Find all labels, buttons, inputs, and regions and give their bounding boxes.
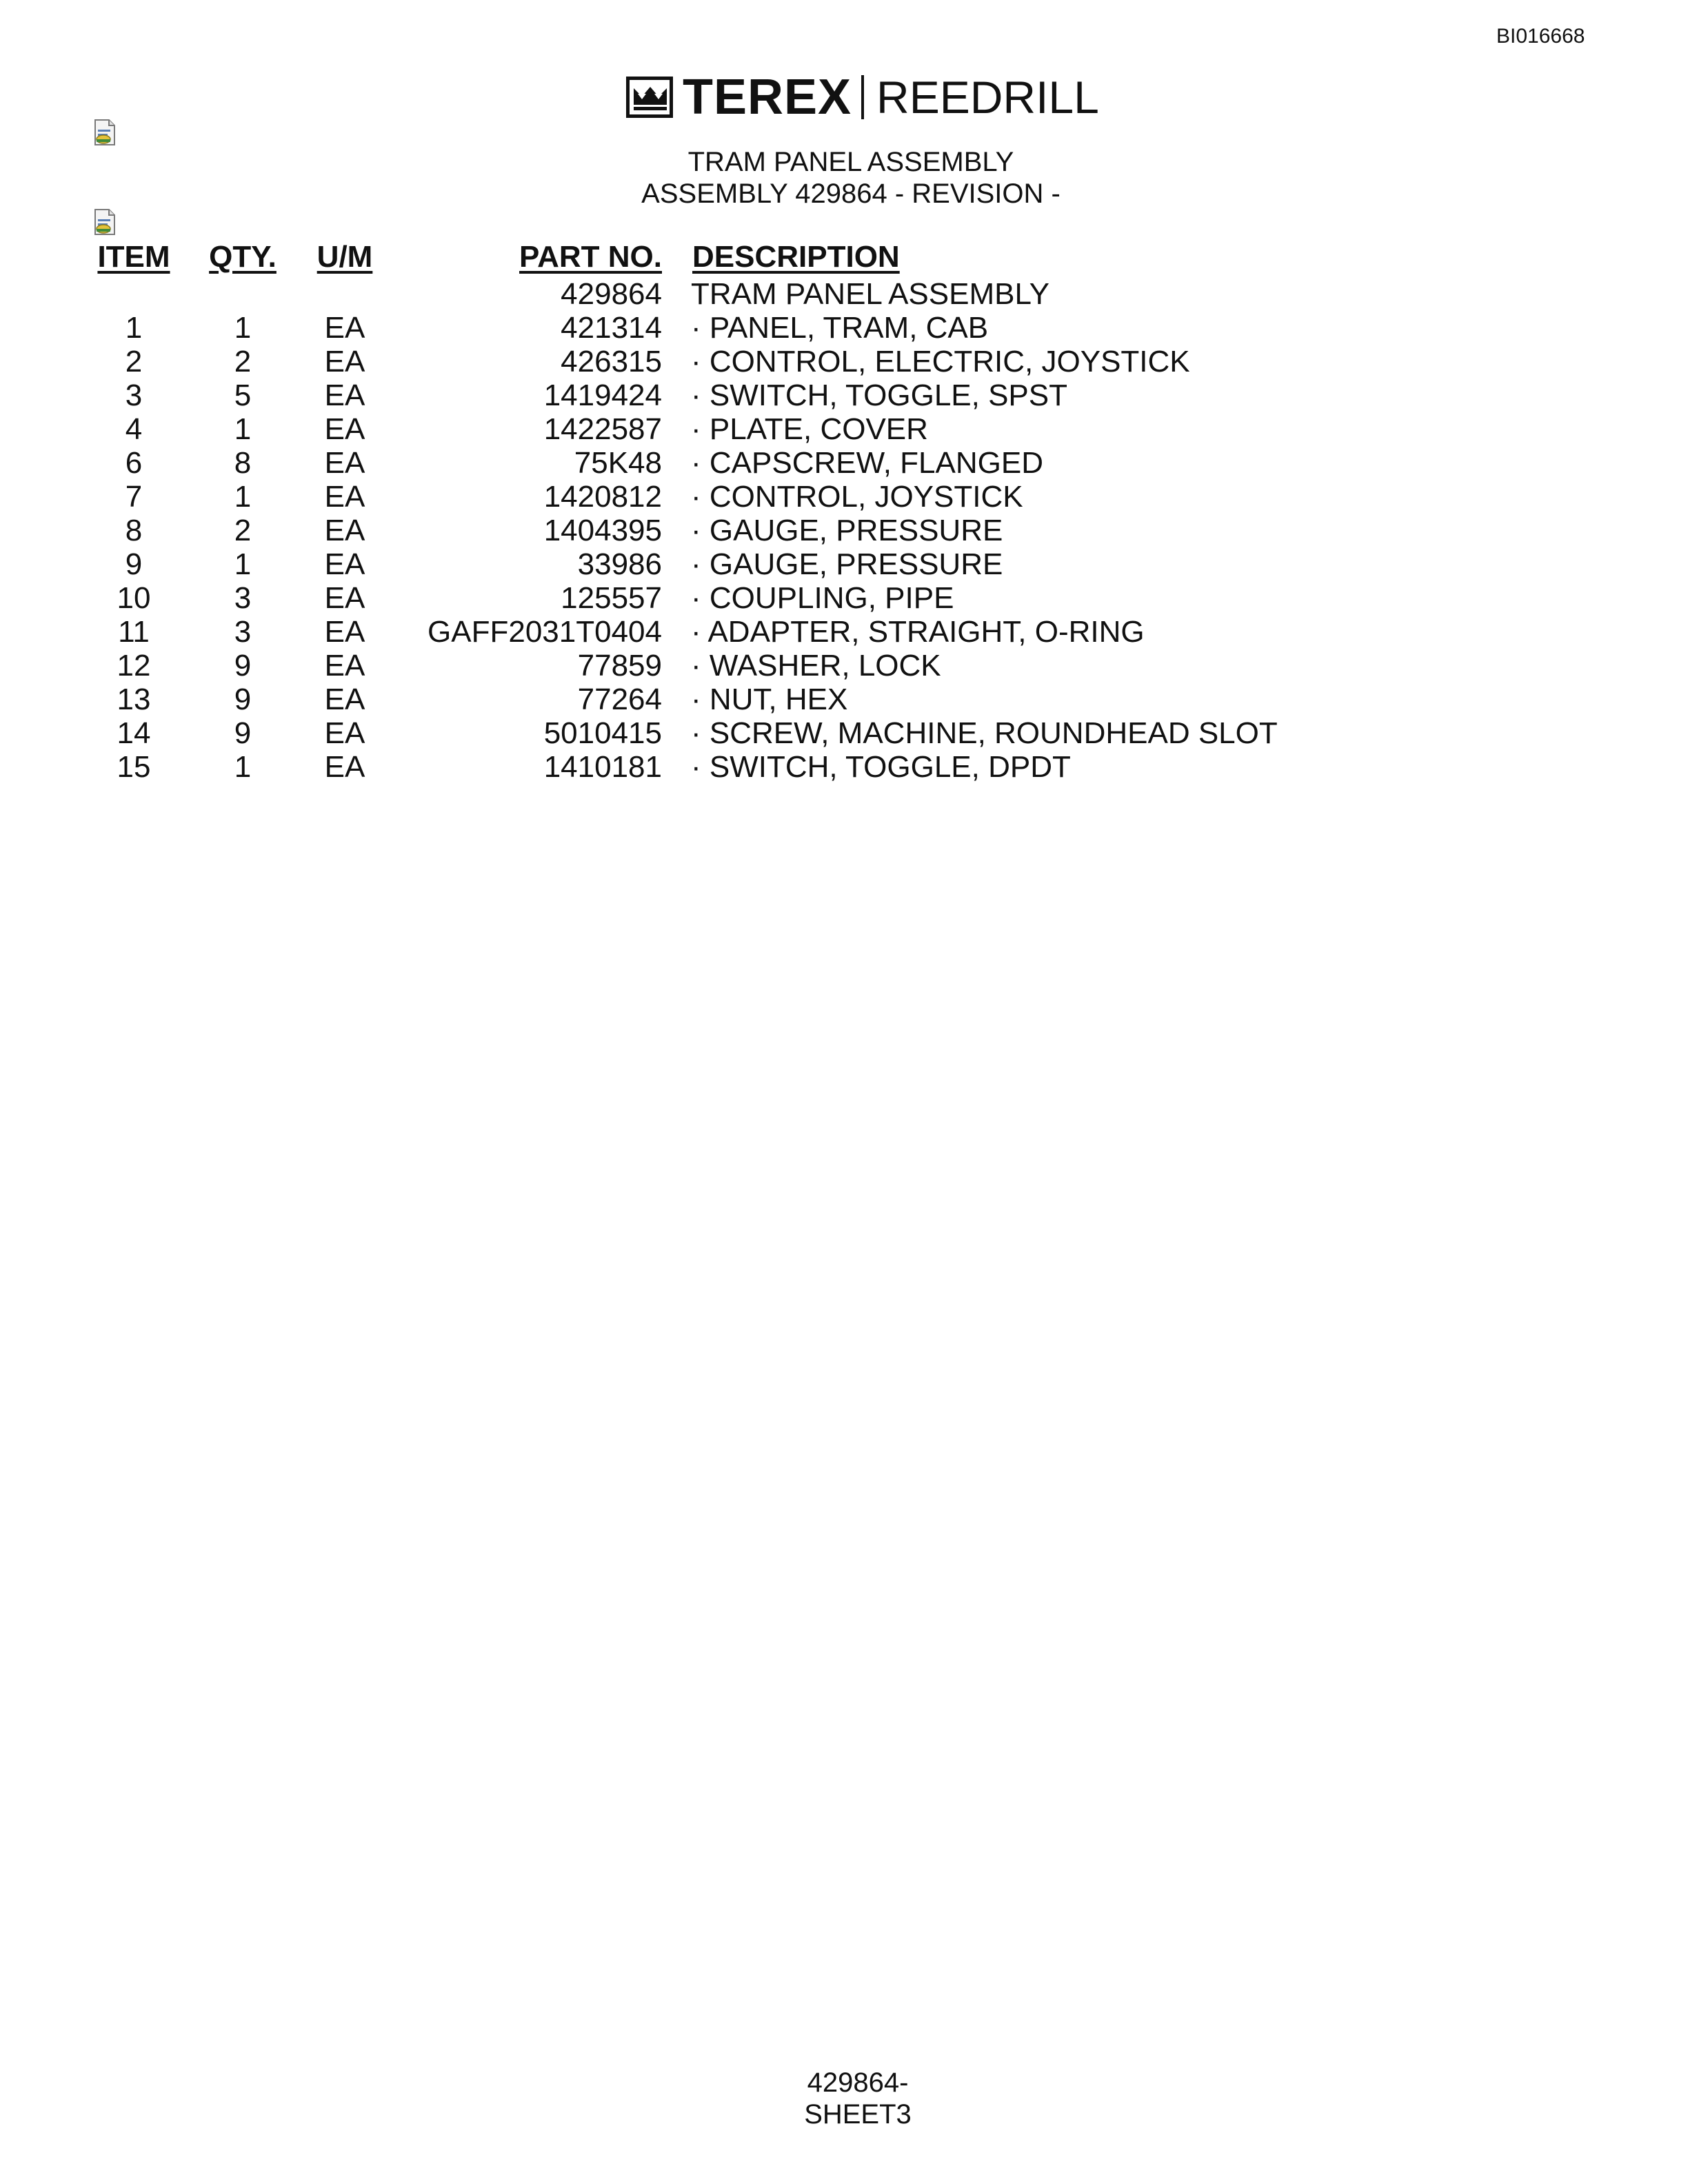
unit-of-measure: EA [324, 581, 365, 615]
quantity: 2 [234, 345, 252, 378]
unit-of-measure: EA [324, 412, 365, 446]
part-description: · SWITCH, TOGGLE, DPDT [691, 750, 1071, 784]
parts-table [83, 237, 1278, 784]
quantity: 1 [234, 547, 252, 581]
part-number: 75K48 [574, 446, 662, 480]
unit-of-measure: EA [324, 649, 365, 682]
table-row [83, 277, 1278, 311]
part-description: · CONTROL, ELECTRIC, JOYSTICK [691, 345, 1190, 378]
terex-reedrill-logo [626, 70, 1099, 125]
item-number: 11 [118, 615, 150, 649]
document-attachment-icon[interactable] [92, 208, 117, 236]
quantity: 1 [234, 311, 252, 345]
item-number [83, 277, 185, 311]
part-number: 1420812 [543, 480, 662, 514]
part-description: · CONTROL, JOYSTICK [691, 480, 1023, 514]
table-row [83, 311, 1278, 345]
part-number: 125557 [561, 581, 662, 615]
table-row [83, 716, 1278, 750]
unit-of-measure: EA [324, 514, 365, 547]
table-row [83, 480, 1278, 514]
unit-of-measure: EA [324, 311, 365, 345]
part-number: 5010415 [543, 716, 662, 750]
header-item: ITEM [97, 240, 170, 274]
parts-table-body [83, 277, 1278, 784]
quantity: 2 [234, 514, 252, 547]
part-description: · SCREW, MACHINE, ROUNDHEAD SLOT [691, 716, 1278, 750]
header-part-no: PART NO. [519, 240, 662, 274]
header-qty: QTY. [209, 240, 277, 274]
table-row [83, 446, 1278, 480]
footer-sheet-number: SHEET3 [804, 2099, 912, 2130]
table-row [83, 514, 1278, 547]
footer-assembly-number: 429864- [807, 2067, 909, 2098]
part-number: GAFF2031T0404 [428, 615, 662, 649]
table-row [83, 345, 1278, 378]
unit-of-measure: EA [324, 750, 365, 784]
quantity [185, 277, 301, 311]
part-description: · WASHER, LOCK [691, 649, 941, 682]
unit-of-measure: EA [324, 716, 365, 750]
quantity: 3 [234, 615, 252, 649]
brand-terex: TEREX [683, 70, 852, 125]
quantity: 5 [234, 378, 252, 412]
unit-of-measure: EA [324, 480, 365, 514]
table-row [83, 581, 1278, 615]
part-description: · PLATE, COVER [691, 412, 928, 446]
title-block [0, 146, 1688, 210]
item-number: 8 [125, 514, 143, 547]
unit-of-measure: EA [324, 446, 365, 480]
table-row [83, 412, 1278, 446]
part-number: 429864 [561, 277, 662, 311]
item-number: 1 [125, 311, 143, 345]
quantity: 1 [234, 480, 252, 514]
item-number: 2 [125, 345, 143, 378]
document-id: BI016668 [1496, 25, 1585, 48]
part-number: 1419424 [543, 378, 662, 412]
unit-of-measure [301, 277, 389, 311]
table-row [83, 378, 1278, 412]
document-attachment-icon[interactable] [92, 119, 117, 146]
item-number: 9 [125, 547, 143, 581]
table-row [83, 682, 1278, 716]
part-number: 77859 [577, 649, 662, 682]
unit-of-measure: EA [324, 547, 365, 581]
terex-crown-icon [626, 77, 673, 118]
table-header-row [83, 237, 1278, 277]
part-number: 1410181 [543, 750, 662, 784]
part-number: 1404395 [543, 514, 662, 547]
part-number: 421314 [561, 311, 662, 345]
item-number: 13 [117, 682, 151, 716]
unit-of-measure: EA [324, 345, 365, 378]
part-number: 426315 [561, 345, 662, 378]
part-number: 77264 [577, 682, 662, 716]
header-um: U/M [316, 240, 373, 274]
part-description: · PANEL, TRAM, CAB [691, 311, 989, 345]
table-row [83, 649, 1278, 682]
part-description: · NUT, HEX [691, 682, 848, 716]
part-number: 33986 [577, 547, 662, 581]
header-description: DESCRIPTION [692, 240, 900, 274]
part-description: · CAPSCREW, FLANGED [691, 446, 1043, 480]
quantity: 1 [234, 412, 252, 446]
part-description: · GAUGE, PRESSURE [691, 547, 1003, 581]
logo-divider [861, 75, 864, 119]
item-number: 7 [125, 480, 143, 514]
unit-of-measure: EA [324, 615, 365, 649]
quantity: 9 [234, 682, 252, 716]
quantity: 1 [234, 750, 252, 784]
quantity: 3 [234, 581, 252, 615]
table-row [83, 547, 1278, 581]
item-number: 4 [125, 412, 143, 446]
item-number: 3 [125, 378, 143, 412]
part-description: · SWITCH, TOGGLE, SPST [691, 378, 1068, 412]
item-number: 15 [117, 750, 151, 784]
brand-reedrill: REEDRILL [876, 72, 1099, 123]
part-description: · GAUGE, PRESSURE [691, 514, 1003, 547]
table-row [83, 615, 1278, 649]
assembly-revision: ASSEMBLY 429864 - REVISION - [641, 179, 1061, 209]
quantity: 9 [234, 649, 252, 682]
part-description: TRAM PANEL ASSEMBLY [691, 277, 1050, 311]
item-number: 6 [125, 446, 143, 480]
part-description: · COUPLING, PIPE [691, 581, 954, 615]
unit-of-measure: EA [324, 378, 365, 412]
part-number: 1422587 [543, 412, 662, 446]
item-number: 12 [117, 649, 151, 682]
quantity: 8 [234, 446, 252, 480]
item-number: 10 [117, 581, 151, 615]
unit-of-measure: EA [324, 682, 365, 716]
table-row [83, 750, 1278, 784]
quantity: 9 [234, 716, 252, 750]
part-description: · ADAPTER, STRAIGHT, O-RING [691, 615, 1145, 649]
assembly-title: TRAM PANEL ASSEMBLY [687, 147, 1014, 177]
item-number: 14 [117, 716, 151, 750]
sheet-footer [0, 2067, 1688, 2130]
